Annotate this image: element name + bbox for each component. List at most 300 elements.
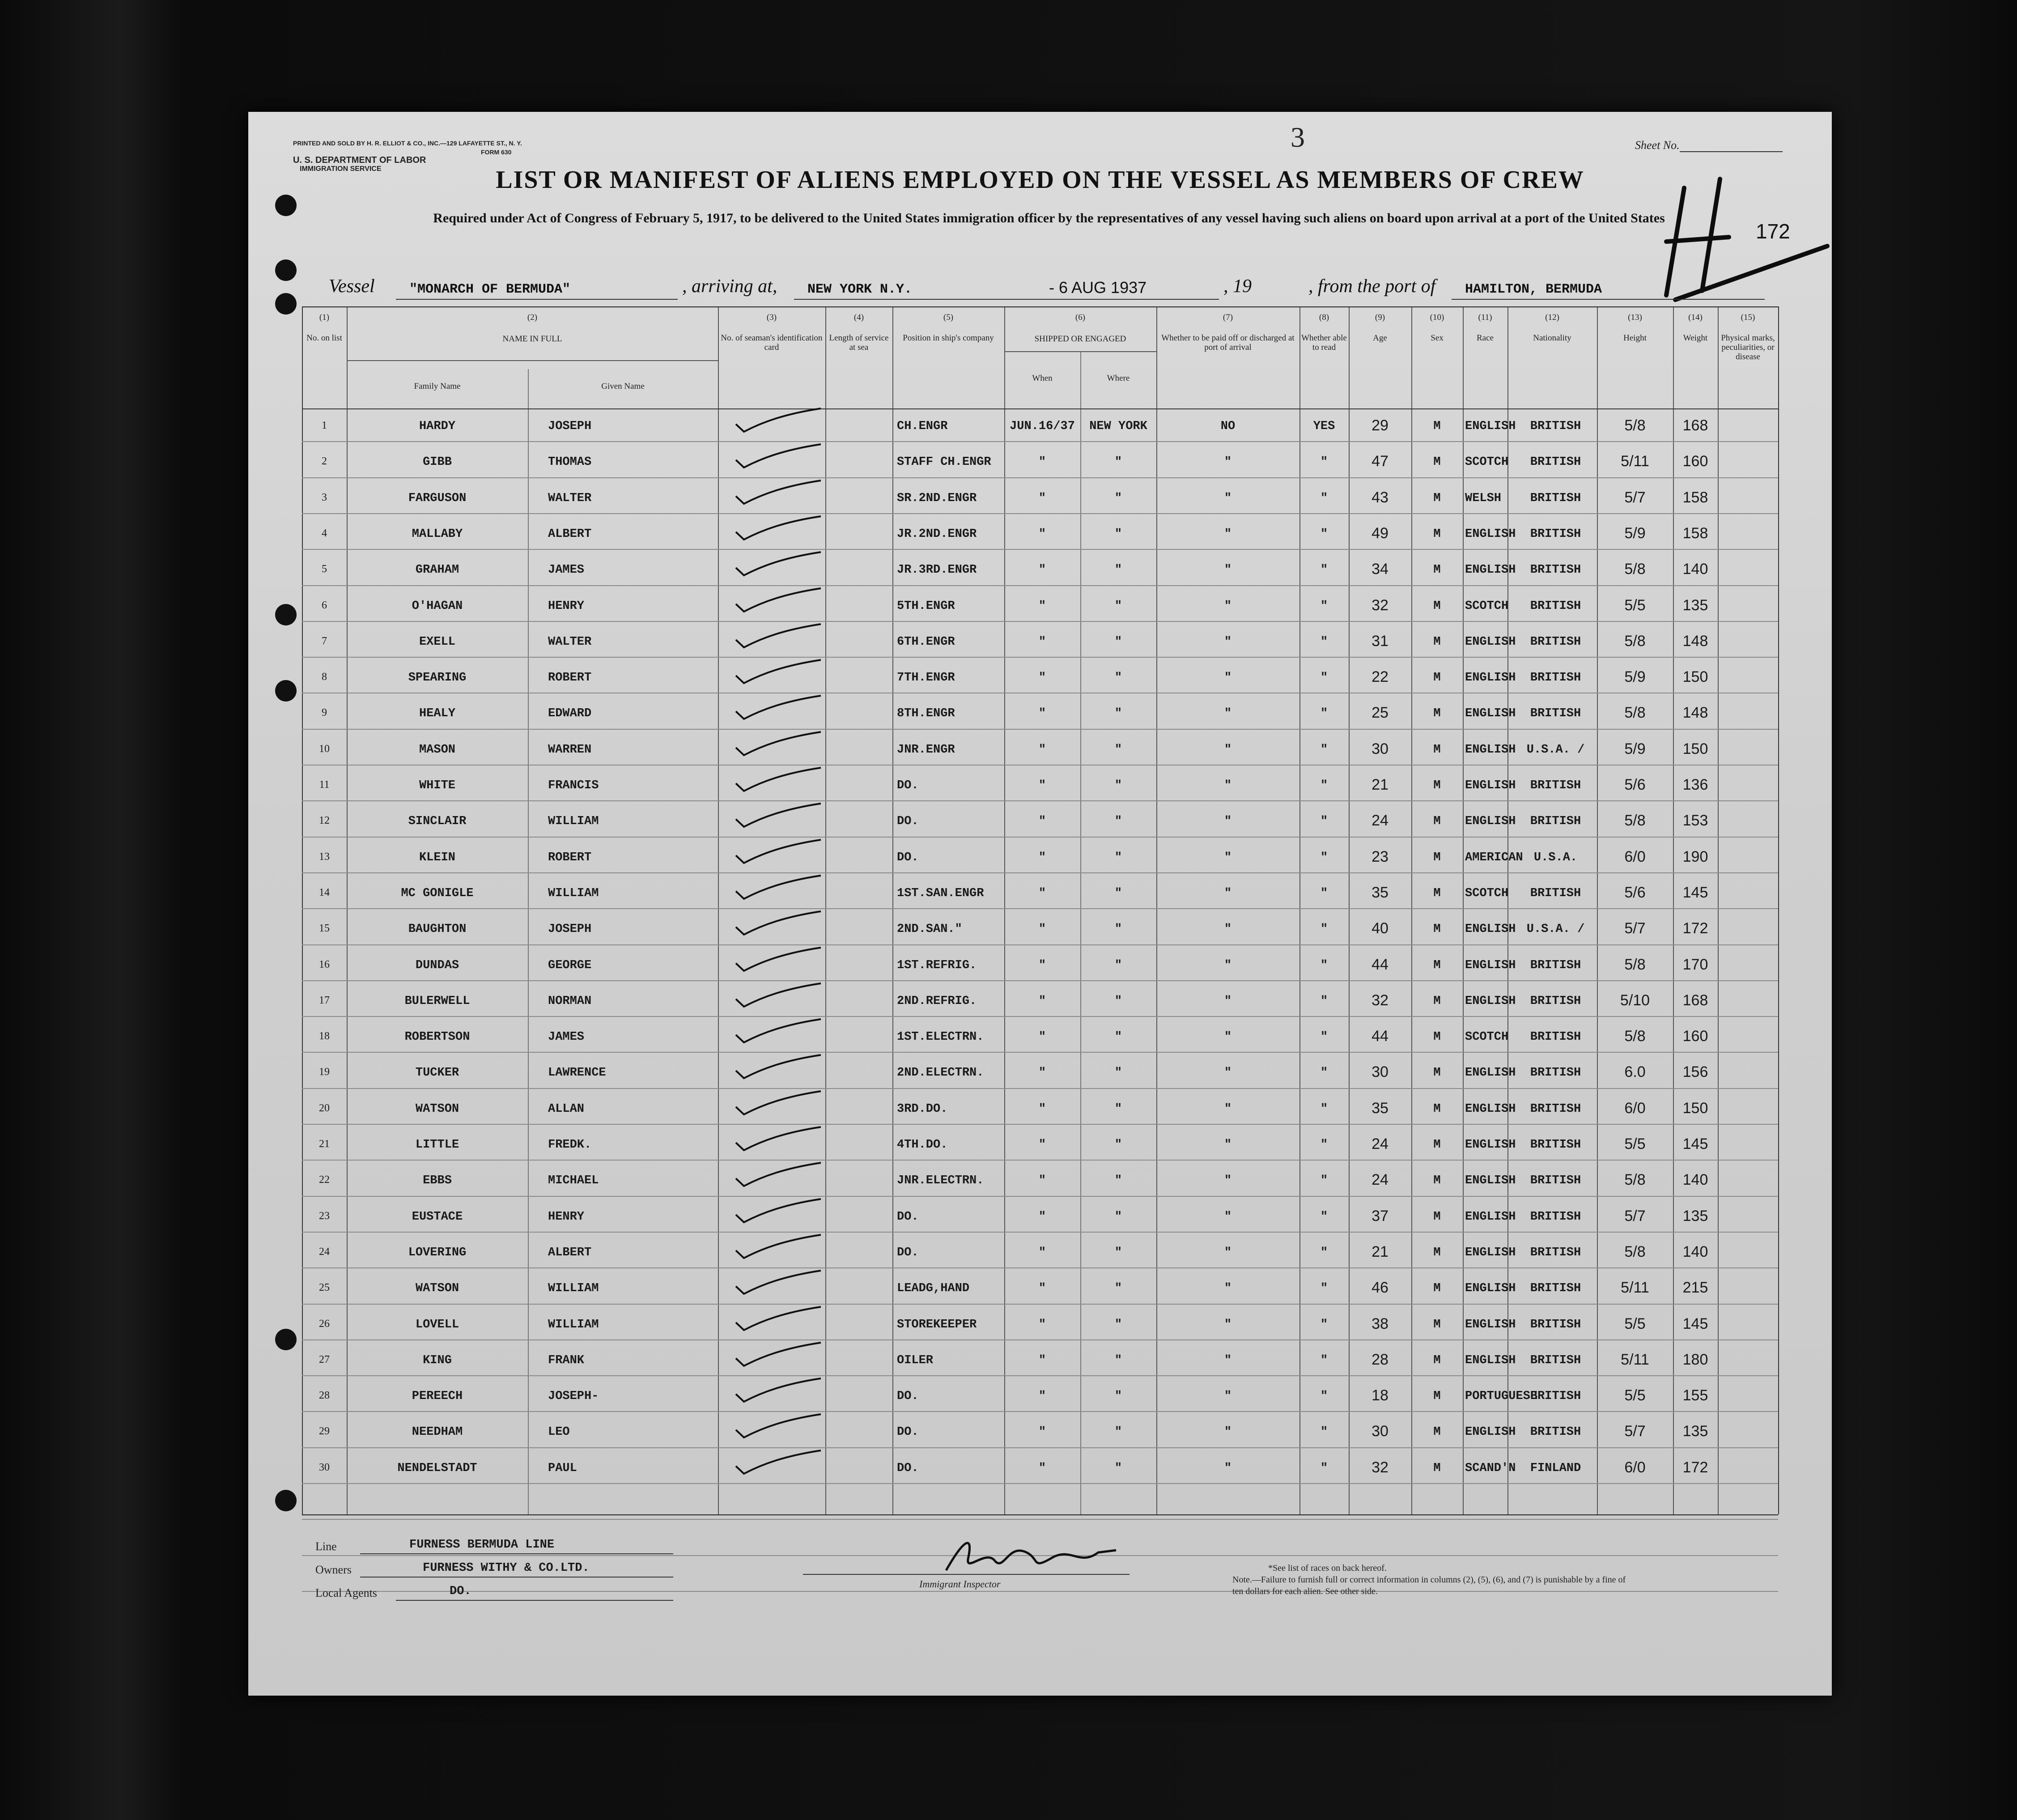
row-sex: M: [1433, 886, 1441, 900]
check-mark: [731, 548, 830, 579]
row-given-name: WILLIAM: [548, 1282, 599, 1296]
row-age: 37: [1372, 1207, 1389, 1225]
row-race: ENGLISH: [1465, 994, 1516, 1008]
row-family-name: BAUGHTON: [408, 923, 467, 936]
check-mark: [731, 620, 830, 651]
row-nationality: BRITISH: [1530, 1425, 1581, 1439]
row-age: 43: [1372, 489, 1389, 506]
row-position: 2ND.REFRIG.: [897, 994, 977, 1008]
row-shipped-where: ": [1114, 1102, 1122, 1116]
row-nationality: BRITISH: [1530, 563, 1581, 577]
row-height: 5/8: [1624, 1028, 1646, 1045]
row-race: ENGLISH: [1465, 958, 1516, 972]
row-nationality: BRITISH: [1530, 635, 1581, 649]
page-title: LIST OR MANIFEST OF ALIENS EMPLOYED ON THE VESSEL AS MEMBERS OF CREW: [496, 166, 1584, 194]
sheet-number-label: Sheet No.: [1635, 139, 1680, 152]
row-row-number: 17: [319, 994, 330, 1006]
row-race: ENGLISH: [1465, 1318, 1516, 1331]
row-weight: 145: [1682, 1315, 1708, 1332]
row-shipped-where: ": [1114, 743, 1122, 757]
row-age: 31: [1372, 632, 1389, 650]
column-header: No. on list: [306, 333, 342, 343]
row-sex: M: [1433, 599, 1441, 613]
row-shipped-when: ": [1038, 779, 1046, 792]
row-sex: M: [1433, 743, 1441, 757]
row-age: 44: [1372, 956, 1389, 973]
row-race: AMERICAN: [1465, 850, 1523, 864]
row-family-name: NENDELSTADT: [397, 1461, 477, 1475]
row-nationality: BRITISH: [1530, 815, 1581, 829]
row-nationality: BRITISH: [1530, 1353, 1581, 1367]
row-height: 5/7: [1624, 1423, 1646, 1440]
row-position: 1ST.ELECTRN.: [897, 1030, 984, 1044]
row-able-to-read: ": [1320, 1461, 1328, 1475]
column-number: (8): [1319, 313, 1329, 322]
row-shipped-when: JUN.16/37: [1010, 420, 1075, 433]
underline: [396, 1600, 673, 1601]
row-shipped-when: ": [1038, 1318, 1046, 1331]
row-able-to-read: ": [1320, 707, 1328, 721]
punch-hole: [275, 1490, 297, 1511]
row-nationality: BRITISH: [1530, 420, 1581, 433]
row-paid-off: NO: [1220, 420, 1236, 433]
row-shipped-when: ": [1038, 850, 1046, 864]
row-given-name: MICHAEL: [548, 1174, 599, 1188]
year-label: , 19: [1223, 276, 1252, 297]
column-number: (9): [1375, 313, 1385, 322]
row-paid-off: ": [1224, 779, 1232, 792]
row-race: ENGLISH: [1465, 1102, 1516, 1116]
row-age: 18: [1372, 1387, 1389, 1404]
row-age: 30: [1372, 1423, 1389, 1440]
sheet-number-line: [1680, 151, 1783, 152]
signature-line: [803, 1574, 1130, 1575]
row-age: 28: [1372, 1351, 1389, 1368]
row-height: 5/8: [1624, 812, 1646, 829]
row-position: DO.: [897, 1246, 919, 1259]
row-weight: 148: [1682, 632, 1708, 650]
inspector-label: Immigrant Inspector: [919, 1578, 1001, 1590]
row-row-number: 28: [319, 1390, 330, 1402]
check-mark: [731, 979, 830, 1010]
row-given-name: PAUL: [548, 1461, 577, 1475]
page-subtitle: Required under Act of Congress of February 5, 1917, to be delivered to the United States immigration officer by the representatives of any vessel having such aliens on board upon arrival at a port of the United States: [433, 211, 1665, 225]
arriving-port: NEW YORK N.Y.: [807, 282, 913, 297]
row-able-to-read: ": [1320, 527, 1328, 541]
row-age: 29: [1372, 417, 1389, 434]
row-nationality: BRITISH: [1530, 1390, 1581, 1403]
row-paid-off: ": [1224, 599, 1232, 613]
row-position: JR.3RD.ENGR: [897, 563, 977, 577]
row-position: 1ST.SAN.ENGR: [897, 886, 984, 900]
row-nationality: BRITISH: [1530, 994, 1581, 1008]
row-given-name: FRANK: [548, 1353, 585, 1367]
row-paid-off: ": [1224, 455, 1232, 469]
row-position: DO.: [897, 779, 919, 792]
row-height: 5/8: [1624, 632, 1646, 650]
stamp-number: 172: [1756, 220, 1790, 243]
row-race: ENGLISH: [1465, 779, 1516, 792]
check-mark: [731, 943, 830, 974]
row-given-name: WARREN: [548, 743, 592, 757]
row-row-number: 4: [322, 527, 327, 539]
row-race: ENGLISH: [1465, 1210, 1516, 1224]
row-able-to-read: ": [1320, 1066, 1328, 1080]
row-family-name: ROBERTSON: [404, 1030, 470, 1044]
row-paid-off: ": [1224, 1390, 1232, 1403]
check-mark: [731, 584, 830, 615]
check-mark: [731, 763, 830, 795]
row-given-name: ALBERT: [548, 1246, 592, 1259]
row-row-number: 13: [319, 850, 330, 863]
row-shipped-where: ": [1114, 1353, 1122, 1367]
row-given-name: FRANCIS: [548, 779, 599, 792]
row-shipped-where: ": [1114, 958, 1122, 972]
row-rule: [302, 908, 1778, 909]
row-rule: [302, 980, 1778, 981]
check-mark: [731, 1050, 830, 1082]
row-nationality: BRITISH: [1530, 958, 1581, 972]
row-weight: 150: [1682, 668, 1708, 686]
row-shipped-where: ": [1114, 1282, 1122, 1296]
row-nationality: U.S.A. /: [1526, 923, 1585, 936]
row-race: ENGLISH: [1465, 1174, 1516, 1188]
row-rule: [302, 1304, 1778, 1305]
row-height: 5/7: [1624, 920, 1646, 937]
column-rule: [1299, 306, 1300, 1514]
row-shipped-where: ": [1114, 563, 1122, 577]
row-shipped-where: ": [1114, 527, 1122, 541]
row-weight: 136: [1682, 776, 1708, 793]
row-able-to-read: ": [1320, 1282, 1328, 1296]
row-weight: 155: [1682, 1387, 1708, 1404]
column-rule: [1597, 306, 1598, 1514]
row-sex: M: [1433, 1102, 1441, 1116]
row-race: ENGLISH: [1465, 923, 1516, 936]
row-age: 44: [1372, 1028, 1389, 1045]
row-shipped-when: ": [1038, 1030, 1046, 1044]
row-given-name: JOSEPH: [548, 420, 592, 433]
column-number: (2): [527, 313, 538, 322]
row-able-to-read: ": [1320, 599, 1328, 613]
row-row-number: 11: [319, 779, 330, 791]
vessel-line: [329, 273, 1805, 300]
row-height: 5/6: [1624, 776, 1646, 793]
row-shipped-when: ": [1038, 1282, 1046, 1296]
row-race: PORTUGUESE: [1465, 1390, 1538, 1403]
row-height: 5/11: [1621, 1279, 1649, 1297]
check-mark: [731, 1374, 830, 1405]
row-rule: [302, 1411, 1778, 1412]
column-header: Position in ship's company: [903, 333, 994, 343]
row-weight: 180: [1682, 1351, 1708, 1368]
underline: [1452, 299, 1765, 300]
row-nationality: BRITISH: [1530, 599, 1581, 613]
check-mark: [731, 727, 830, 759]
row-sex: M: [1433, 491, 1441, 505]
column-header: Whether to be paid off or discharged at port of arrival: [1161, 333, 1295, 352]
row-shipped-when: ": [1038, 1210, 1046, 1224]
row-height: 6/0: [1624, 1099, 1646, 1117]
row-height: 5/9: [1624, 668, 1646, 686]
row-age: 46: [1372, 1279, 1389, 1297]
row-sex: M: [1433, 1390, 1441, 1403]
row-rule: [302, 1267, 1778, 1268]
column-header: Height: [1623, 333, 1647, 343]
row-position: OILER: [897, 1353, 934, 1367]
row-age: 30: [1372, 740, 1389, 757]
row-weight: 160: [1682, 1028, 1708, 1045]
page-mark: 3: [1291, 121, 1305, 153]
row-age: 21: [1372, 776, 1389, 793]
row-age: 49: [1372, 524, 1389, 542]
row-able-to-read: YES: [1313, 420, 1335, 433]
row-given-name: THOMAS: [548, 455, 592, 469]
row-height: 5/5: [1624, 1135, 1646, 1152]
row-rule: [302, 1339, 1778, 1340]
row-sex: M: [1433, 527, 1441, 541]
row-position: 5TH.ENGR: [897, 599, 955, 613]
row-shipped-where: ": [1114, 779, 1122, 792]
department-name: U. S. DEPARTMENT OF LABOR: [293, 155, 426, 165]
row-row-number: 16: [319, 958, 330, 970]
row-row-number: 23: [319, 1210, 330, 1222]
row-shipped-when: ": [1038, 635, 1046, 649]
row-nationality: BRITISH: [1530, 1102, 1581, 1116]
row-paid-off: ": [1224, 815, 1232, 829]
row-shipped-where: ": [1114, 1390, 1122, 1403]
row-nationality: BRITISH: [1530, 1318, 1581, 1331]
row-height: 5/8: [1624, 1243, 1646, 1260]
row-position: 6TH.ENGR: [897, 635, 955, 649]
row-age: 30: [1372, 1063, 1389, 1081]
row-race: ENGLISH: [1465, 671, 1516, 685]
check-mark: [731, 1410, 830, 1441]
column-number: (3): [766, 313, 777, 322]
row-position: JNR.ENGR: [897, 743, 955, 757]
punch-hole: [275, 293, 297, 315]
row-given-name: LAWRENCE: [548, 1066, 606, 1080]
row-family-name: SPEARING: [408, 671, 467, 685]
row-row-number: 20: [319, 1102, 330, 1114]
row-age: 38: [1372, 1315, 1389, 1332]
row-family-name: MALLABY: [412, 527, 463, 541]
row-rule: [302, 1232, 1778, 1233]
row-position: DO.: [897, 1210, 919, 1224]
row-shipped-when: ": [1038, 1102, 1046, 1116]
row-sex: M: [1433, 779, 1441, 792]
row-able-to-read: ": [1320, 1390, 1328, 1403]
agents-label: Local Agents: [315, 1586, 377, 1599]
row-height: 5/7: [1624, 489, 1646, 506]
given-name-header: Given Name: [601, 382, 645, 391]
row-race: SCOTCH: [1465, 1030, 1509, 1044]
row-race: ENGLISH: [1465, 1425, 1516, 1439]
row-nationality: BRITISH: [1530, 1246, 1581, 1259]
row-weight: 156: [1682, 1063, 1708, 1081]
row-nationality: BRITISH: [1530, 1174, 1581, 1188]
row-family-name: BULERWELL: [404, 994, 470, 1008]
row-row-number: 2: [322, 455, 327, 468]
row-age: 35: [1372, 1099, 1389, 1117]
row-row-number: 30: [319, 1461, 330, 1473]
row-rule: [302, 1124, 1778, 1125]
manifest-sheet: [248, 112, 1832, 1696]
row-given-name: JAMES: [548, 563, 585, 577]
row-paid-off: ": [1224, 1030, 1232, 1044]
row-shipped-when: ": [1038, 1246, 1046, 1259]
row-family-name: LOVERING: [408, 1246, 467, 1259]
row-position: LEADG,HAND: [897, 1282, 970, 1296]
row-shipped-where: ": [1114, 491, 1122, 505]
row-nationality: FINLAND: [1530, 1461, 1581, 1475]
check-mark: [731, 1302, 830, 1334]
row-family-name: MC GONIGLE: [401, 886, 474, 900]
row-shipped-when: ": [1038, 1174, 1046, 1188]
row-paid-off: ": [1224, 743, 1232, 757]
row-position: 2ND.ELECTRN.: [897, 1066, 984, 1080]
column-number: (7): [1223, 313, 1233, 322]
check-mark: [731, 655, 830, 687]
row-shipped-where: NEW YORK: [1089, 420, 1147, 433]
row-position: DO.: [897, 1461, 919, 1475]
column-rule: [1411, 306, 1412, 1514]
inspector-signature: [937, 1530, 1125, 1584]
row-height: 5/6: [1624, 884, 1646, 901]
row-paid-off: ": [1224, 1246, 1232, 1259]
row-family-name: HARDY: [419, 420, 455, 433]
column-header: NAME IN FULL: [502, 334, 562, 344]
row-age: 24: [1372, 1135, 1389, 1152]
column-header: Whether able to read: [1301, 333, 1347, 352]
line-value: FURNESS BERMUDA LINE: [409, 1538, 555, 1552]
row-nationality: U.S.A.: [1533, 850, 1578, 864]
row-shipped-when: ": [1038, 1390, 1046, 1403]
row-able-to-read: ": [1320, 491, 1328, 505]
check-mark: [731, 440, 830, 471]
row-shipped-where: ": [1114, 886, 1122, 900]
row-shipped-where: ": [1114, 635, 1122, 649]
row-age: 40: [1372, 920, 1389, 937]
row-rule: [302, 1088, 1778, 1089]
row-age: 23: [1372, 848, 1389, 865]
row-position: JR.2ND.ENGR: [897, 527, 977, 541]
row-race: ENGLISH: [1465, 743, 1516, 757]
row-shipped-where: ": [1114, 1066, 1122, 1080]
row-rule: [302, 837, 1778, 838]
row-nationality: BRITISH: [1530, 491, 1581, 505]
row-given-name: WALTER: [548, 635, 592, 649]
row-nationality: BRITISH: [1530, 1066, 1581, 1080]
row-height: 5/10: [1620, 991, 1650, 1009]
row-able-to-read: ": [1320, 1353, 1328, 1367]
table-rule: [347, 360, 718, 361]
vessel-name: "MONARCH OF BERMUDA": [409, 282, 571, 297]
column-header: Age: [1373, 333, 1387, 343]
arriving-label: , arriving at,: [682, 276, 777, 297]
row-age: 22: [1372, 668, 1389, 686]
row-weight: 135: [1682, 1207, 1708, 1225]
row-shipped-where: ": [1114, 1318, 1122, 1331]
column-rule: [302, 306, 303, 1514]
row-weight: 190: [1682, 848, 1708, 865]
row-weight: 135: [1682, 596, 1708, 614]
row-weight: 148: [1682, 704, 1708, 722]
row-shipped-when: ": [1038, 743, 1046, 757]
row-sex: M: [1433, 958, 1441, 972]
row-paid-off: ": [1224, 923, 1232, 936]
row-nationality: U.S.A. /: [1526, 743, 1585, 757]
row-shipped-where: ": [1114, 850, 1122, 864]
row-nationality: BRITISH: [1530, 1282, 1581, 1296]
row-shipped-when: ": [1038, 671, 1046, 685]
check-mark: [731, 404, 830, 435]
column-rule: [1156, 306, 1157, 1514]
row-paid-off: ": [1224, 527, 1232, 541]
row-shipped-where: ": [1114, 994, 1122, 1008]
row-row-number: 8: [322, 671, 327, 683]
row-age: 24: [1372, 1171, 1389, 1189]
table-rule: [302, 408, 1778, 409]
row-rule: [302, 800, 1778, 801]
row-rule: [302, 1519, 1778, 1520]
row-position: JNR.ELECTRN.: [897, 1174, 984, 1188]
row-age: 24: [1372, 812, 1389, 829]
row-race: ENGLISH: [1465, 1282, 1516, 1296]
row-shipped-when: ": [1038, 527, 1046, 541]
row-given-name: HENRY: [548, 1210, 585, 1224]
row-family-name: LITTLE: [415, 1138, 459, 1152]
column-header: No. of seaman's identification card: [721, 333, 823, 352]
row-given-name: ROBERT: [548, 850, 592, 864]
row-sex: M: [1433, 455, 1441, 469]
row-paid-off: ": [1224, 1318, 1232, 1331]
row-family-name: HEALY: [419, 707, 455, 721]
row-sex: M: [1433, 1174, 1441, 1188]
row-height: 5/9: [1624, 740, 1646, 757]
row-age: 25: [1372, 704, 1389, 722]
row-position: 3RD.DO.: [897, 1102, 948, 1116]
row-shipped-where: ": [1114, 1461, 1122, 1475]
row-shipped-when: ": [1038, 1461, 1046, 1475]
column-number: (1): [319, 313, 330, 322]
row-sex: M: [1433, 420, 1441, 433]
row-shipped-where: ": [1114, 599, 1122, 613]
column-rule: [1718, 306, 1719, 1514]
row-shipped-where: ": [1114, 923, 1122, 936]
row-paid-off: ": [1224, 1138, 1232, 1152]
row-nationality: BRITISH: [1530, 671, 1581, 685]
row-weight: 140: [1682, 561, 1708, 578]
row-row-number: 26: [319, 1318, 330, 1330]
row-row-number: 10: [319, 743, 330, 755]
row-family-name: EXELL: [419, 635, 455, 649]
row-weight: 168: [1682, 417, 1708, 434]
row-rule: [302, 1016, 1778, 1017]
row-race: ENGLISH: [1465, 635, 1516, 649]
punch-hole: [275, 604, 297, 625]
row-able-to-read: ": [1320, 1138, 1328, 1152]
column-number: (10): [1430, 313, 1444, 322]
row-family-name: FARGUSON: [408, 491, 467, 505]
row-race: SCOTCH: [1465, 599, 1509, 613]
row-paid-off: ": [1224, 994, 1232, 1008]
row-position: DO.: [897, 1390, 919, 1403]
row-weight: 140: [1682, 1243, 1708, 1260]
row-race: ENGLISH: [1465, 1066, 1516, 1080]
row-weight: 172: [1682, 920, 1708, 937]
row-sex: M: [1433, 1246, 1441, 1259]
